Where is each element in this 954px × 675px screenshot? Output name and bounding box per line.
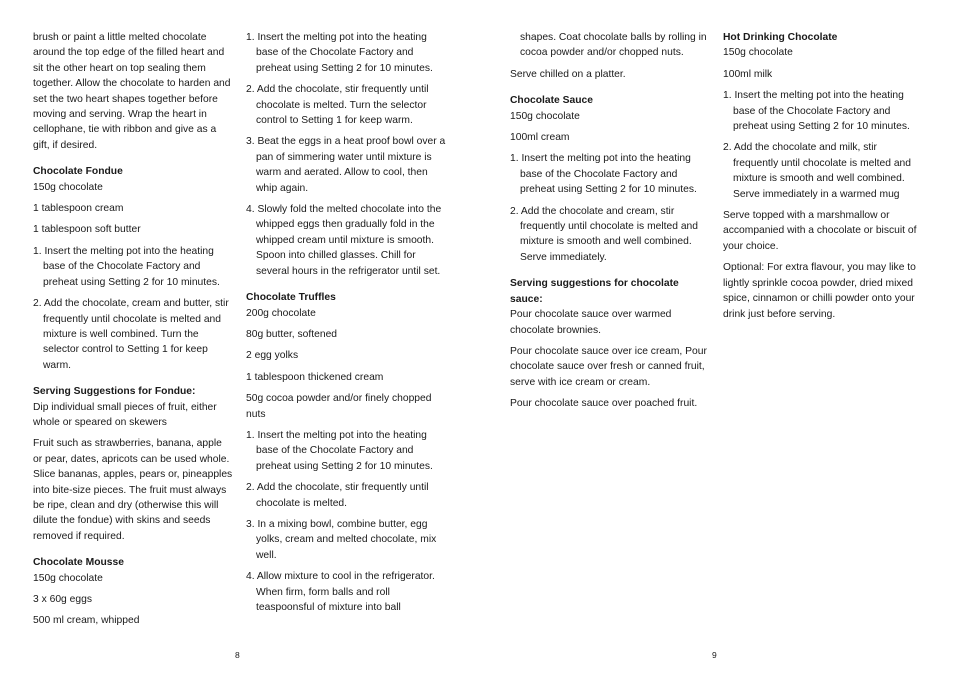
paragraph: 150g chocolate <box>33 181 103 193</box>
section-heading: Chocolate Truffles <box>246 292 336 304</box>
instruction-list <box>723 88 923 202</box>
paragraph: 80g butter, softened <box>246 328 338 340</box>
instruction-step: 1. Insert the melting pot into the heating base of the Chocolate Factory and preheat using Setting 2 for 10 minutes. <box>33 245 220 288</box>
instruction-step: 2. Add the chocolate, stir frequently until chocolate is melted. Turn the selector control to Setting 1 for keep warm. <box>246 84 429 127</box>
instruction-step: 1. Insert the melting pot into the heating base of the Chocolate Factory and preheat using Setting 2 for 10 minutes. <box>723 90 910 133</box>
paragraph: 1 tablespoon thickened cream <box>246 371 384 383</box>
instruction-step: 2. Add the chocolate, cream and butter, stir frequently until chocolate is melted and mixture is well combined. Turn the selector control to Setting 1 for keep warm. <box>33 298 229 371</box>
paragraph: Optional: For extra flavour, you may like to lightly sprinkle cocoa powder, dried mixed spice, cinnamon or chilli powder onto your drink just before serving. <box>723 262 916 320</box>
paragraph: 1 tablespoon soft butter <box>33 224 141 236</box>
instruction-list <box>246 428 446 615</box>
column-4 <box>723 30 923 328</box>
paragraph: 2 egg yolks <box>246 350 299 362</box>
paragraph: 150g chocolate <box>510 110 580 122</box>
paragraph: 50g cocoa powder and/or finely chopped nuts <box>246 393 432 420</box>
paragraph: brush or paint a little melted chocolate around the top edge of the filled heart and sit the other heart on top sealing them together. Allow the chocolate to harden and set the two heart shapes together before moving and serving. Wrap the heart in cellophane, tie with ribbon and give as a gift, if desired. <box>33 32 231 151</box>
paragraph: Pour chocolate sauce over ice cream, Pour chocolate sauce over fresh or canned fruit, serve with ice cream or cream. <box>510 345 707 388</box>
instruction-step: 1. Insert the melting pot into the heating base of the Chocolate Factory and preheat using Setting 2 for 10 minutes. <box>510 153 697 196</box>
paragraph: Pour chocolate sauce over poached fruit. <box>510 398 698 410</box>
instruction-step: 4. Allow mixture to cool in the refrigerator. When firm, form balls and roll teaspoonsful of mixture into ball <box>246 571 435 613</box>
instruction-step: 1. Insert the melting pot into the heating base of the Chocolate Factory and preheat using Setting 2 for 10 minutes. <box>246 32 433 74</box>
paragraph: 100ml cream <box>510 132 570 144</box>
instruction-step: 3. In a mixing bowl, combine butter, egg yolks, cream and melted chocolate, mix well. <box>246 518 437 561</box>
paragraph: Dip individual small pieces of fruit, either whole or speared on skewers <box>33 401 217 428</box>
column-3 <box>510 30 710 418</box>
instruction-step: 3. Beat the eggs in a heat proof bowl over a pan of simmering water until mixture is warm and aerated. Allow to cool, then whip again. <box>246 136 446 194</box>
page-number-right: 9 <box>712 650 717 660</box>
instruction-step: 2. Add the chocolate and cream, stir frequently until chocolate is melted and mixture is smooth and well combined. Serve immediately. <box>510 205 699 263</box>
section-heading: Serving suggestions for chocolate sauce: <box>510 278 679 305</box>
paragraph: Serve chilled on a platter. <box>510 68 626 80</box>
paragraph: Pour chocolate sauce over warmed chocolate brownies. <box>510 309 672 336</box>
section-heading: Hot Drinking Chocolate <box>723 32 838 43</box>
paragraph: 200g chocolate <box>246 307 316 319</box>
instruction-list <box>510 151 710 265</box>
paragraph: 150g chocolate <box>33 572 103 584</box>
column-1 <box>33 30 233 635</box>
paragraph: 1 tablespoon cream <box>33 203 124 215</box>
paragraph: 100ml milk <box>723 68 773 80</box>
page-number-left: 8 <box>235 650 240 660</box>
section-heading: Serving Suggestions for Fondue: <box>33 386 196 398</box>
paragraph: shapes. Coat chocolate balls by rolling in cocoa powder and/or chopped nuts. <box>520 32 707 59</box>
paragraph: 3 x 60g eggs <box>33 594 92 605</box>
instruction-step: 4. Slowly fold the melted chocolate into the whipped eggs then gradually fold in the whipped cream until mixture is smooth. Spoon into chilled glasses. Chill for several hours in the refrigerator until set. <box>246 204 442 277</box>
instruction-list <box>33 244 233 373</box>
instruction-list <box>246 30 446 279</box>
paragraph: Serve topped with a marshmallow or accompanied with a chocolate or biscuit of your choice. <box>723 210 917 252</box>
paragraph: 500 ml cream, whipped <box>33 615 140 627</box>
instruction-step: 1. Insert the melting pot into the heating base of the Chocolate Factory and preheat using Setting 2 for 10 minutes. <box>246 429 433 472</box>
paragraph: Fruit such as strawberries, banana, apple or pear, dates, apricots can be used whole. Slice bananas, apples, pears or, pineapples into bite-size pieces. The fruit must always be ripe, clean and dry (otherwise this will dilute the fondue) with skins and seeds removed if required. <box>33 438 233 542</box>
section-heading: Chocolate Fondue <box>33 166 123 178</box>
column-2 <box>246 30 446 621</box>
section-heading: Chocolate Sauce <box>510 95 593 107</box>
instruction-step: 2. Add the chocolate, stir frequently until chocolate is melted. <box>246 482 429 509</box>
paragraph: 150g chocolate <box>723 47 793 59</box>
section-heading: Chocolate Mousse <box>33 557 124 569</box>
instruction-step: 2. Add the chocolate and milk, stir frequently until chocolate is melted and mixture is smooth and well combined. Serve immediately in a warmed mug <box>723 142 912 200</box>
